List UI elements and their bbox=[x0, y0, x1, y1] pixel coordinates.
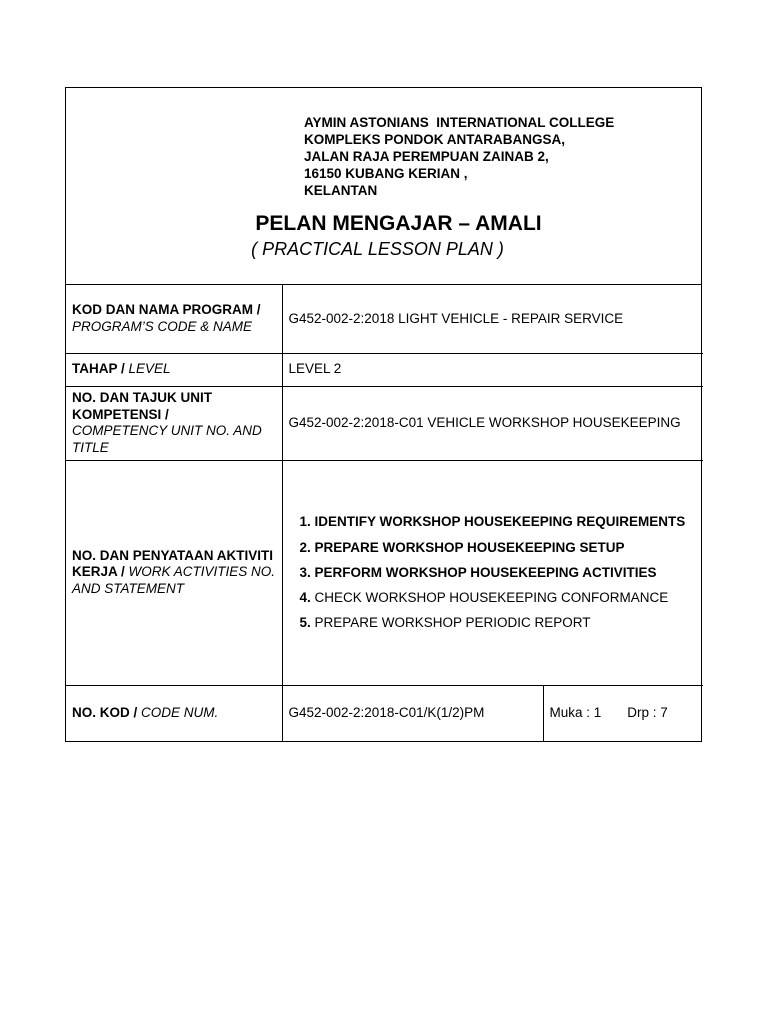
program-label-italic: PROGRAM’S CODE & NAME bbox=[72, 318, 253, 334]
page-info bbox=[543, 685, 703, 741]
level-value: LEVEL 2 bbox=[282, 353, 703, 386]
list-item: 1. IDENTIFY WORKSHOP HOUSEKEEPING REQUIREMENTS bbox=[315, 509, 698, 534]
activities-label-italic: WORK ACTIVITIES NO. AND STATEMENT bbox=[72, 564, 276, 596]
activities-list bbox=[289, 509, 698, 635]
code-label bbox=[66, 685, 282, 741]
table-row-program bbox=[66, 285, 703, 353]
page-number: Muka : 1 bbox=[549, 705, 602, 720]
list-item: 4. CHECK WORKSHOP HOUSEKEEPING CONFORMANCE bbox=[315, 585, 698, 610]
table-row-code bbox=[66, 685, 703, 741]
lesson-plan-table bbox=[66, 285, 703, 741]
code-label-italic: CODE NUM. bbox=[141, 705, 219, 720]
document-header bbox=[66, 88, 701, 285]
program-label bbox=[66, 285, 282, 353]
list-item: 2. PREPARE WORKSHOP HOUSEKEEPING SETUP bbox=[315, 535, 698, 560]
level-label-bold: TAHAP / bbox=[72, 361, 125, 377]
list-item: 3. PERFORM WORKSHOP HOUSEKEEPING ACTIVITIES bbox=[315, 560, 698, 585]
level-label bbox=[66, 353, 282, 386]
program-label-bold: KOD DAN NAMA PROGRAM / bbox=[72, 302, 261, 318]
activities-label-bold: NO. DAN PENYATAAN AKTIVITI KERJA / bbox=[72, 547, 274, 580]
list-item: 5. PREPARE WORKSHOP PERIODIC REPORT bbox=[315, 610, 698, 635]
activities-list-cell bbox=[282, 460, 703, 685]
activities-label bbox=[66, 460, 282, 685]
code-label-bold: NO. KOD / bbox=[72, 705, 138, 720]
page-total: Drp : 7 bbox=[627, 705, 668, 720]
unit-label-italic: COMPETENCY UNIT NO. AND TITLE bbox=[72, 423, 262, 455]
code-value: G452-002-2:2018-C01/K(1/2)PM bbox=[282, 685, 543, 741]
lesson-plan-document bbox=[65, 87, 702, 742]
table-row-activities bbox=[66, 460, 703, 685]
table-row-level bbox=[66, 353, 703, 386]
document-title: PELAN MENGAJAR – AMALI bbox=[255, 212, 542, 235]
table-row-unit bbox=[66, 386, 703, 460]
unit-label-bold: NO. DAN TAJUK UNIT KOMPETENSI / bbox=[72, 390, 212, 422]
unit-value: G452-002-2:2018-C01 VEHICLE WORKSHOP HOUSEKEEPING bbox=[282, 386, 703, 460]
college-address: AYMIN ASTONIANS INTERNATIONAL COLLEGE KOMPLEKS PONDOK ANTARABANGSA, JALAN RAJA PEREMPUAN ZAINAB 2, 16150 KUBANG KERIAN , KELANTAN bbox=[304, 115, 615, 198]
program-value: G452-002-2:2018 LIGHT VEHICLE - REPAIR SERVICE bbox=[282, 285, 703, 353]
level-label-italic: LEVEL bbox=[128, 361, 171, 377]
document-subtitle: ( PRACTICAL LESSON PLAN ) bbox=[251, 239, 504, 259]
unit-label bbox=[66, 386, 282, 460]
